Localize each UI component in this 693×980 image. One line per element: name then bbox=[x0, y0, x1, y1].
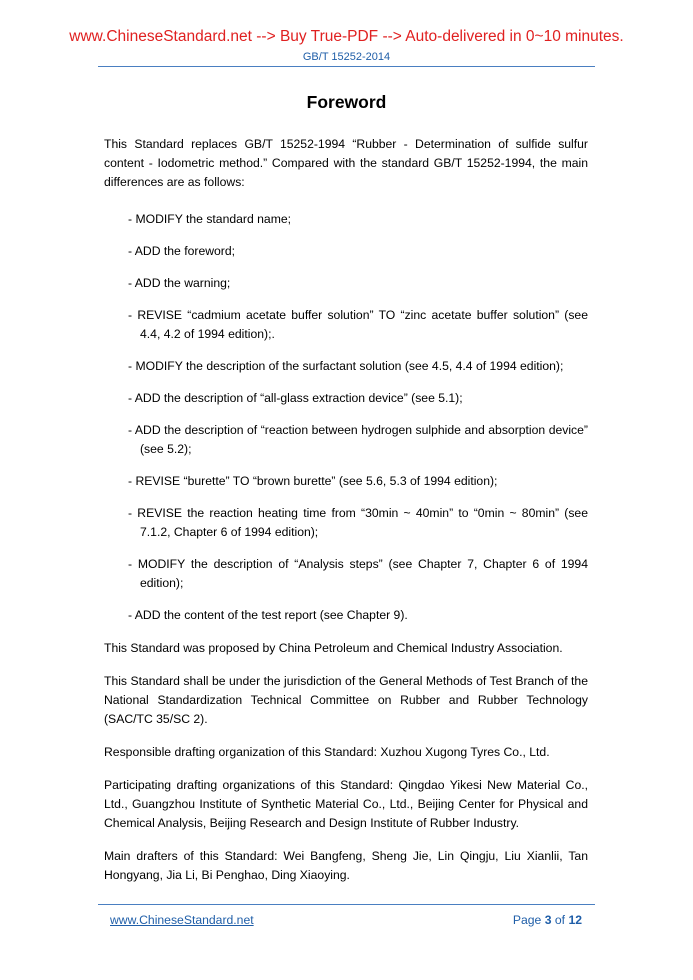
list-item: - ADD the warning; bbox=[128, 276, 231, 290]
list-item: - REVISE the reaction heating time from “30min ~ 40min” to “0min ~ 80min” (see 7.1.2, Chapter 6 of 1994 edition); bbox=[128, 506, 588, 539]
list-item: - REVISE “burette” TO “brown burette” (see 5.6, 5.3 of 1994 edition); bbox=[128, 474, 498, 488]
page-total: 12 bbox=[568, 913, 582, 927]
page-word: Page bbox=[512, 913, 542, 927]
page-title: Foreword bbox=[306, 92, 387, 112]
proposer-paragraph: This Standard was proposed by China Petroleum and Chemical Industry Association. bbox=[104, 641, 563, 655]
list-item: - MODIFY the standard name; bbox=[128, 212, 292, 226]
page-of: of bbox=[554, 913, 566, 927]
header-standard-code: GB/T 15252-2014 bbox=[302, 51, 391, 63]
list-item: - REVISE “cadmium acetate buffer solution” TO “zinc acetate buffer solution” (see 4.4, 4.2 of 1994 edition);. bbox=[128, 308, 588, 341]
list-item: - ADD the description of “reaction between hydrogen sulphide and absorption device” (see 5.2); bbox=[128, 423, 588, 456]
foreword-body bbox=[104, 135, 588, 899]
participating-orgs-paragraph: Participating drafting organizations of this Standard: Qingdao Yikesi New Material Co., Ltd., Guangzhou Institute of Synthetic Material Co., Ltd., Beijing Center for Physical and Chemical Analysis, Beijing Research and Design Institute of Rubber Industry. bbox=[104, 778, 588, 830]
intro-paragraph: This Standard replaces GB/T 15252-1994 “Rubber - Determination of sulfide sulfur content - Iodometric method.” Compared with the standard GB/T 15252-1994, the main differences are as follows: bbox=[104, 137, 588, 189]
list-item: - ADD the content of the test report (see Chapter 9). bbox=[128, 608, 408, 622]
list-item: - MODIFY the description of the surfactant solution (see 4.5, 4.4 of 1994 edition); bbox=[128, 359, 564, 373]
page-current: 3 bbox=[544, 913, 552, 927]
footer-site-link[interactable]: www.ChineseStandard.net bbox=[110, 913, 254, 927]
promo-banner[interactable]: www.ChineseStandard.net --> Buy True-PDF --> Auto-delivered in 0~10 minutes. bbox=[69, 28, 624, 45]
list-item: - ADD the foreword; bbox=[128, 244, 236, 258]
jurisdiction-paragraph: This Standard shall be under the jurisdiction of the General Methods of Test Branch of the National Standardization Technical Committee on Rubber and Rubber Technology (SAC/TC 35/SC 2). bbox=[104, 674, 588, 726]
footer-divider bbox=[98, 904, 595, 905]
responsible-org-paragraph: Responsible drafting organization of this Standard: Xuzhou Xugong Tyres Co., Ltd. bbox=[104, 745, 550, 759]
list-item: - ADD the description of “all-glass extraction device” (see 5.1); bbox=[128, 391, 463, 405]
list-item: - MODIFY the description of “Analysis steps” (see Chapter 7, Chapter 6 of 1994 edition); bbox=[128, 557, 588, 590]
page-number bbox=[513, 913, 582, 927]
differences-list bbox=[104, 210, 588, 625]
drafters-paragraph: Main drafters of this Standard: Wei Bangfeng, Sheng Jie, Lin Qingju, Liu Xianlii, Tan Hongyang, Jia Li, Bi Penghao, Ding Xiaoying. bbox=[104, 849, 588, 882]
header-divider bbox=[98, 66, 595, 67]
